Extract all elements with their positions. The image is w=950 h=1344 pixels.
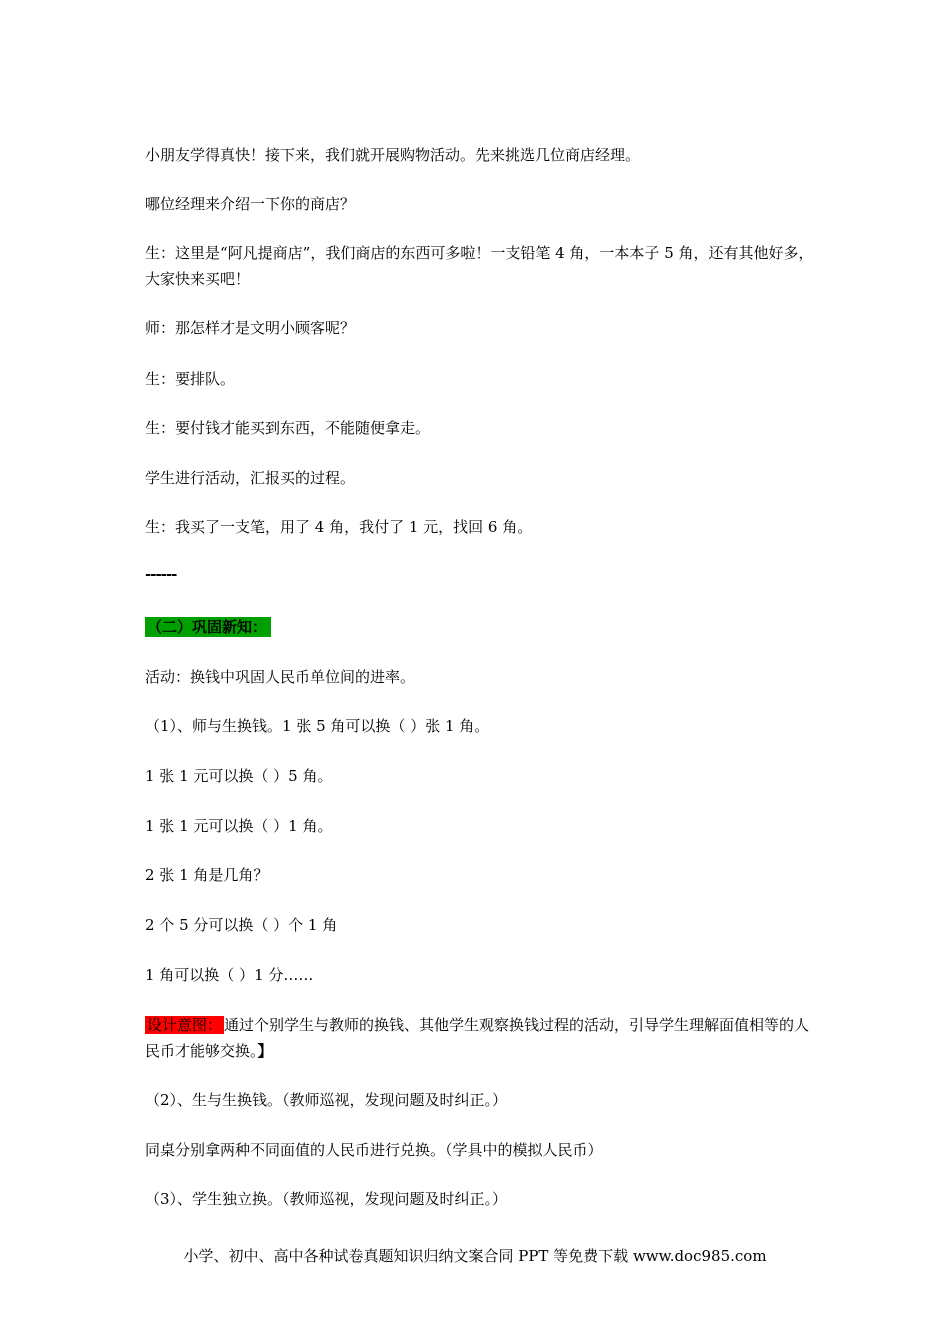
design-intent-label: 设计意图： (147, 1016, 223, 1034)
paragraph-exchange-1: （1）、师与生换钱。1 张 5 角可以换（ ）张 1 角。 (145, 717, 490, 735)
paragraph-question: 哪位经理来介绍一下你的商店？ (145, 195, 356, 213)
design-intent-close: 】 (257, 1042, 273, 1060)
paragraph-intro: 小朋友学得真快！接下来，我们就开展购物活动。先来挑选几位商店经理。 (145, 146, 641, 164)
paragraph-exchange-3: 1 张 1 元可以换（ ）1 角。 (145, 817, 333, 835)
paragraph-design-intent (145, 1012, 815, 1064)
section-heading (145, 614, 815, 640)
paragraph-student-pay: 生：要付钱才能买到东西，不能随便拿走。 (145, 419, 431, 437)
paragraph-exchange-5: 2 个 5 分可以换（ ）个 1 角 (145, 916, 338, 934)
design-intent-text: 通过个别学生与教师的换钱、其他学生观察换钱过程的活动，引导学生理解面值相等的人民币才能够交换。 (145, 1016, 810, 1060)
paragraph-student-shop: 生：这里是“阿凡提商店”，我们商店的东西可多啦！一支铅笔 4 角，一本本子 5 角，还有其他好多，大家快来买吧！ (145, 244, 814, 288)
paragraph-exchange-6: 1 角可以换（ ）1 分…… (145, 966, 314, 984)
section-heading-highlight: （二）巩固新知： (145, 617, 271, 637)
page-footer: 小学、初中、高中各种试卷真题知识归纳文案合同 PPT 等免费下载 www.doc985.com (183, 1247, 767, 1265)
paragraph-exchange-4: 2 张 1 角是几角？ (145, 866, 269, 884)
paragraph-activity-exchange: 活动：换钱中巩固人民币单位间的进率。 (145, 668, 416, 686)
paragraph-independent: （3）、学生独立换。（教师巡视，发现问题及时纠正。） (145, 1190, 508, 1208)
separator-dashes: ------ (145, 565, 177, 583)
paragraph-desk-mates: 同桌分别拿两种不同面值的人民币进行兑换。（学具中的模拟人民币） (145, 1141, 603, 1159)
paragraph-student-exchange: （2）、生与生换钱。（教师巡视，发现问题及时纠正。） (145, 1091, 508, 1109)
paragraph-exchange-2: 1 张 1 元可以换（ ）5 角。 (145, 767, 333, 785)
paragraph-student-buy: 生：我买了一支笔，用了 4 角，我付了 1 元，找回 6 角。 (145, 518, 533, 536)
paragraph-student-queue: 生：要排队。 (145, 370, 236, 388)
paragraph-teacher-question: 师：那怎样才是文明小顾客呢？ (145, 319, 356, 337)
paragraph-activity: 学生进行活动，汇报买的过程。 (145, 469, 356, 487)
